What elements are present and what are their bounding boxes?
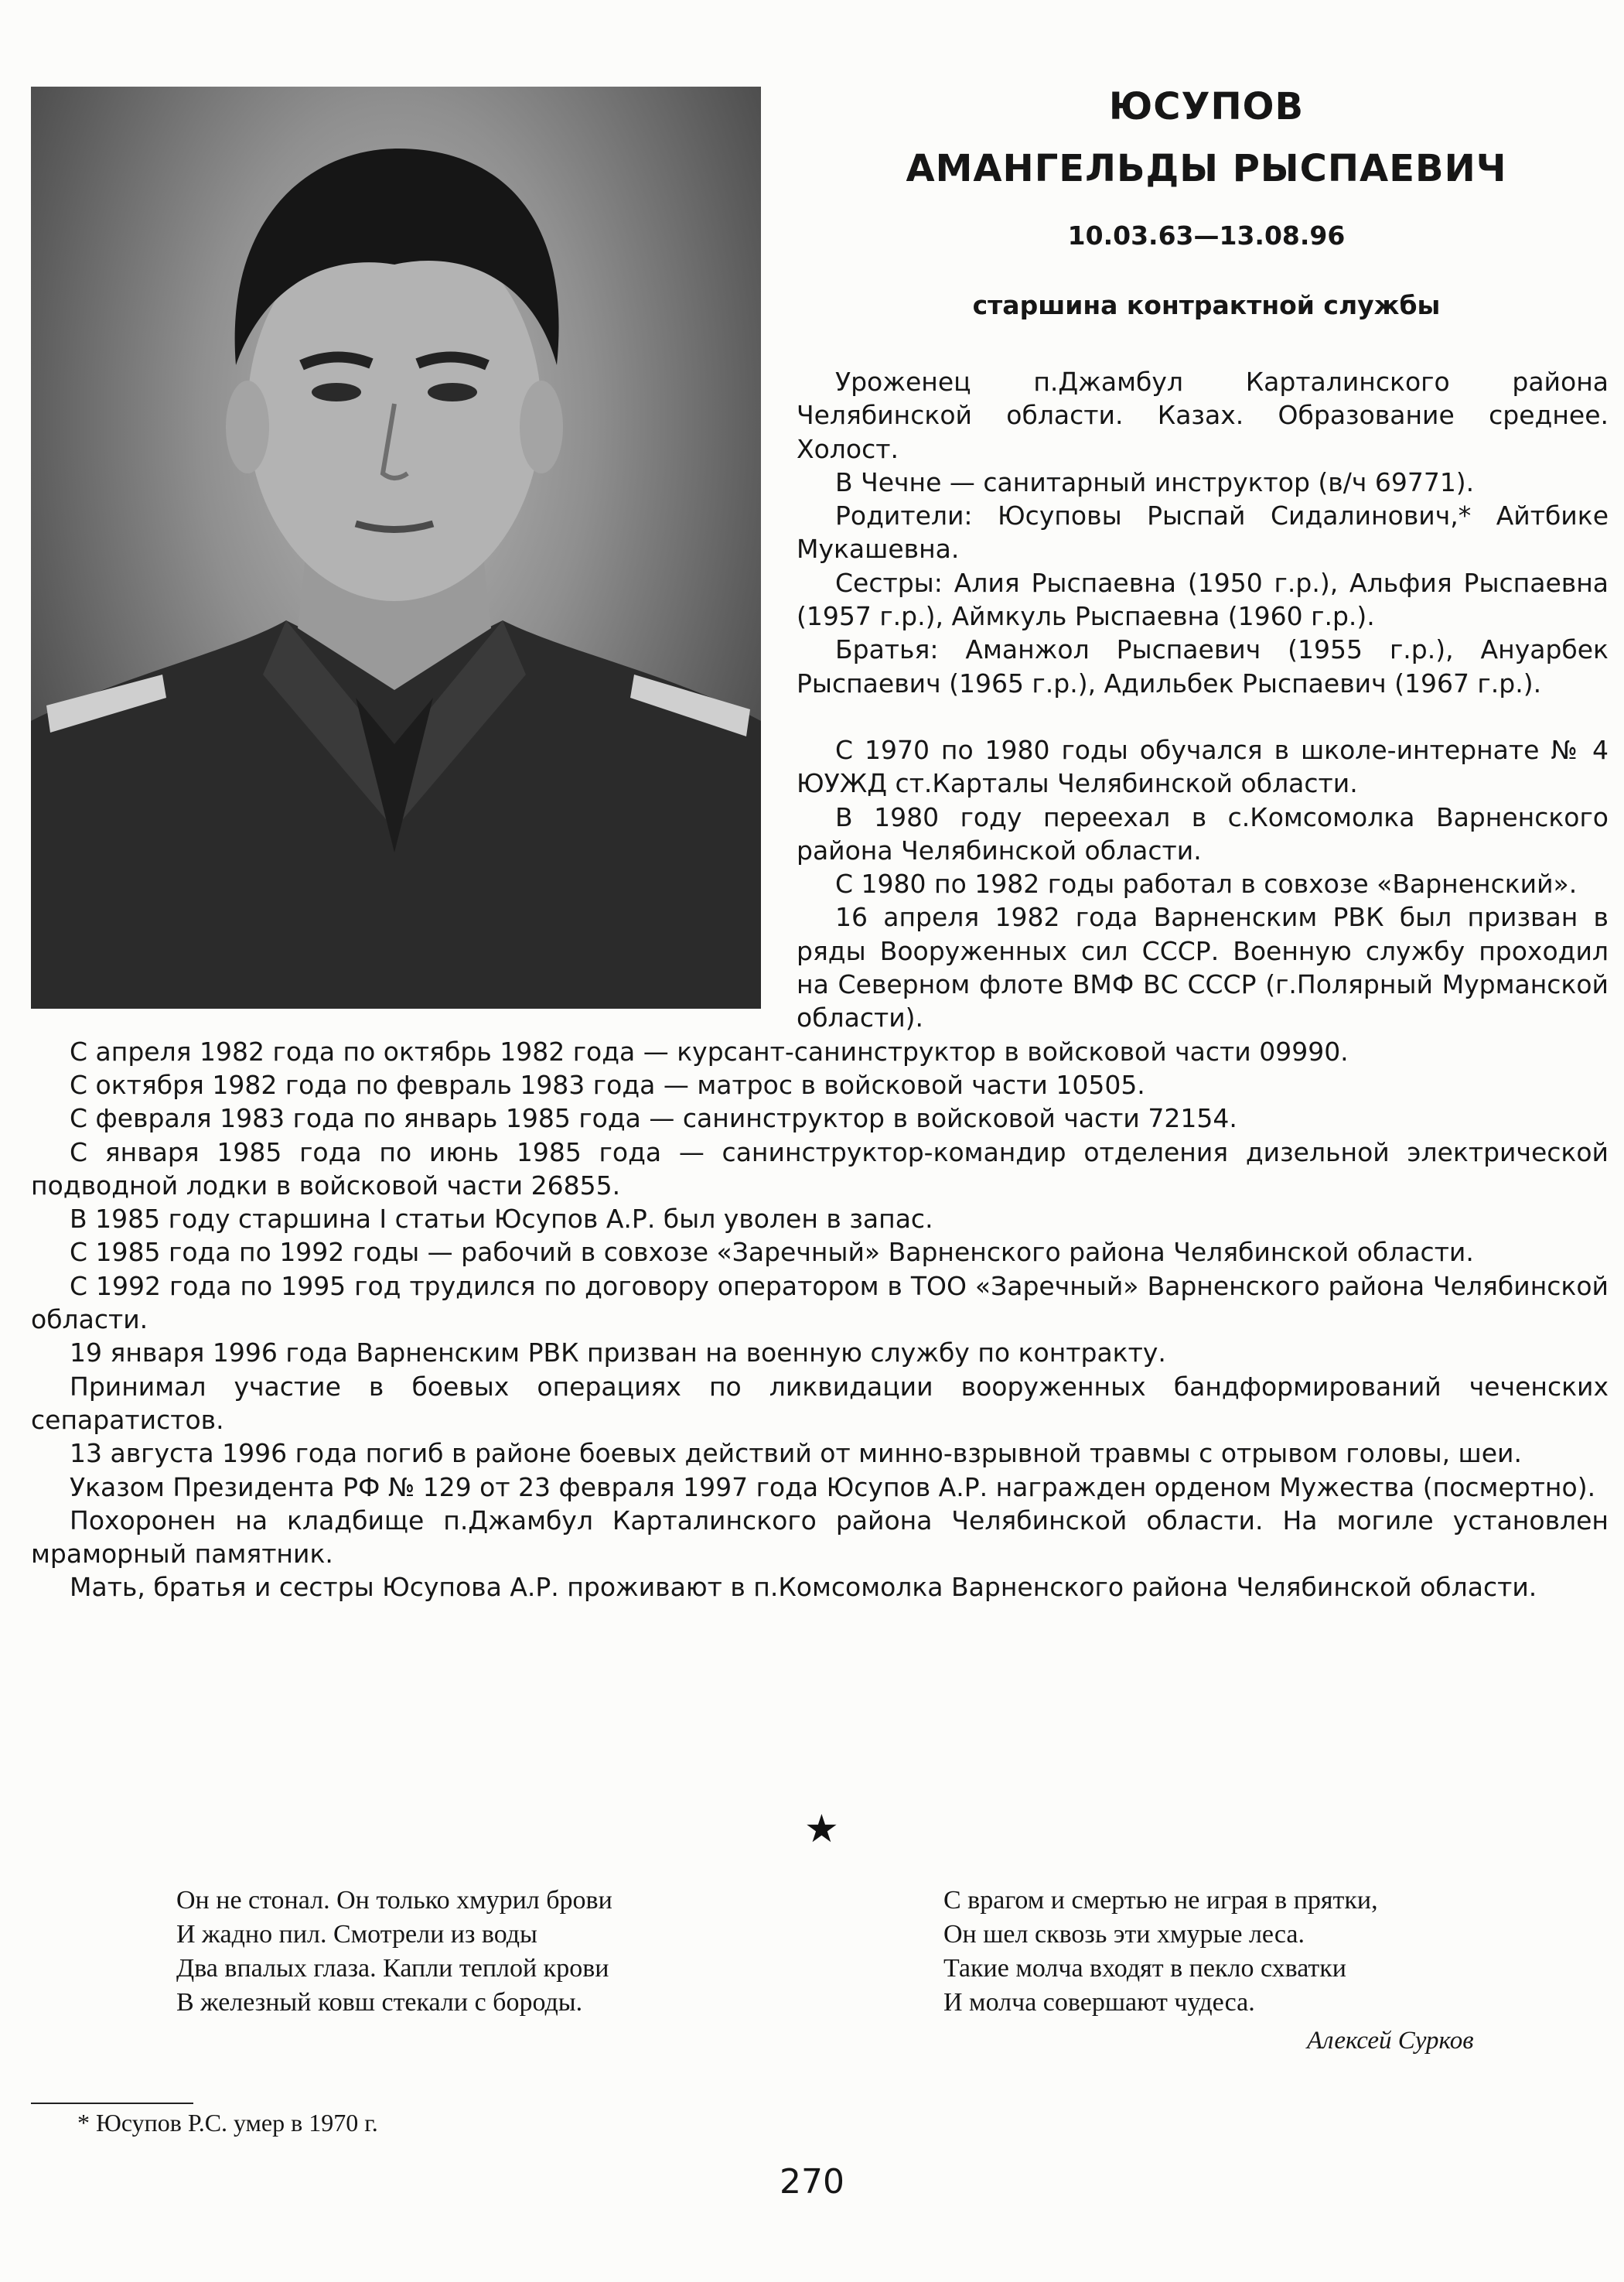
bio-paragraph: Сестры: Алия Рыспаевна (1950 г.р.), Альфия Рыспаевна (1957 г.р.), Аймкуль Рыспаевна (1960 г.р.). bbox=[797, 567, 1609, 632]
bio-paragraph: Уроженец п.Джамбул Карталинского района Челябинской области. Казах. Образование среднее. Холост. bbox=[797, 367, 1609, 464]
poem-stanza-right bbox=[943, 1884, 1378, 2020]
footnote: * Юсупов Р.С. умер в 1970 г. bbox=[77, 2109, 378, 2137]
bio-paragraph: С января 1985 года по июнь 1985 года — санинструктор-командир отделения дизельной электрической подводной лодки в войсковой части 26855. bbox=[31, 1136, 1609, 1201]
bio-paragraph: 13 августа 1996 года погиб в районе боевых действий от минно-взрывной травмы с отрывом головы, шеи. bbox=[70, 1438, 1522, 1469]
poem-line: Два впалых глаза. Капли теплой крови bbox=[176, 1954, 609, 1983]
poem-line: Он не стонал. Он только хмурил брови bbox=[176, 1886, 612, 1915]
bio-paragraph: В 1985 году старшина I статьи Юсупов А.Р. был уволен в запас. bbox=[70, 1204, 933, 1235]
bio-paragraph: Указом Президента РФ № 129 от 23 февраля 1997 года Юсупов А.Р. награжден орденом Мужества (посмертно). bbox=[70, 1471, 1596, 1502]
poem-line: С врагом и смертью не играя в прятки, bbox=[943, 1886, 1378, 1915]
poem-line: И молча совершают чудеса. bbox=[943, 1988, 1255, 2017]
bio-paragraph: С 1992 года по 1995 год трудился по договору оператором в ТОО «Заречный» Варненского района Челябинской области. bbox=[31, 1270, 1609, 1335]
life-dates: 10.03.63—13.08.96 bbox=[1067, 220, 1346, 251]
poem-line: И жадно пил. Смотрели из воды bbox=[176, 1920, 537, 1949]
bio-paragraph: Родители: Юсуповы Рыспай Сидалинович,* Айтбике Мукашевна. bbox=[797, 500, 1609, 565]
bio-paragraph: Мать, братья и сестры Юсупова А.Р. проживают в п.Комсомолка Варненского района Челябинской области. bbox=[70, 1572, 1537, 1603]
bio-paragraph: С февраля 1983 года по январь 1985 года — санинструктор в войсковой части 72154. bbox=[70, 1103, 1237, 1134]
bio-paragraph: С 1980 по 1982 годы работал в совхозе «Варненский». bbox=[835, 869, 1578, 900]
bio-paragraph: В 1980 году переехал в с.Комсомолка Варненского района Челябинской области. bbox=[797, 801, 1609, 866]
bio-paragraph: 19 января 1996 года Варненским РВК призван на военную службу по контракту. bbox=[70, 1337, 1166, 1368]
bio-paragraph: С 1970 по 1980 годы обучался в школе-интернате № 4 ЮУЖД ст.Карталы Челябинской области. bbox=[797, 734, 1609, 799]
poem-line: Такие молча входят в пекло схватки bbox=[943, 1954, 1346, 1983]
footnote-divider bbox=[31, 2103, 193, 2104]
bio-paragraph: Принимал участие в боевых операциях по ликвидации вооруженных бандформирований чеченских сепаратистов. bbox=[31, 1371, 1609, 1435]
bio-paragraph: С апреля 1982 года по октябрь 1982 года — курсант-санинструктор в войсковой части 09990. bbox=[70, 1036, 1349, 1067]
military-rank: старшина контрактной службы bbox=[972, 290, 1441, 320]
bio-paragraph: Похоронен на кладбище п.Джамбул Карталинского района Челябинской области. На могиле установлен мраморный памятник. bbox=[31, 1505, 1609, 1570]
bio-paragraph: В Чечне — санитарный инструктор (в/ч 69771). bbox=[835, 466, 1475, 497]
bio-paragraph: Братья: Аманжол Рыспаевич (1955 г.р.), Ануарбек Рыспаевич (1965 г.р.), Адильбек Рыспаевич (1967 г.р.). bbox=[797, 634, 1609, 699]
star-icon: ★ bbox=[804, 1806, 839, 1851]
bio-paragraph: 16 апреля 1982 года Варненским РВК был призван в ряды Вооруженных сил СССР. Военную службу проходил на Северном флоте ВМФ ВС СССР (г.Полярный Мурманской области). bbox=[797, 902, 1609, 1033]
poem-line: Он шел сквозь эти хмурые леса. bbox=[943, 1920, 1305, 1949]
surname-heading: ЮСУПОВ bbox=[1108, 85, 1305, 128]
page-number: 270 bbox=[780, 2162, 844, 2202]
biography bbox=[31, 365, 1609, 1604]
given-names-heading: АМАНГЕЛЬДЫ РЫСПАЕВИЧ bbox=[906, 147, 1507, 190]
bio-paragraph: С 1985 года по 1992 годы — рабочий в совхозе «Заречный» Варненского района Челябинской области. bbox=[70, 1237, 1474, 1268]
poem-author: Алексей Сурков bbox=[1307, 2027, 1474, 2055]
poem-stanza-left bbox=[176, 1884, 612, 2020]
poem-line: В железный ковш стекали с бороды. bbox=[176, 1988, 583, 2017]
bio-paragraph: С октября 1982 года по февраль 1983 года — матрос в войсковой части 10505. bbox=[70, 1069, 1145, 1100]
